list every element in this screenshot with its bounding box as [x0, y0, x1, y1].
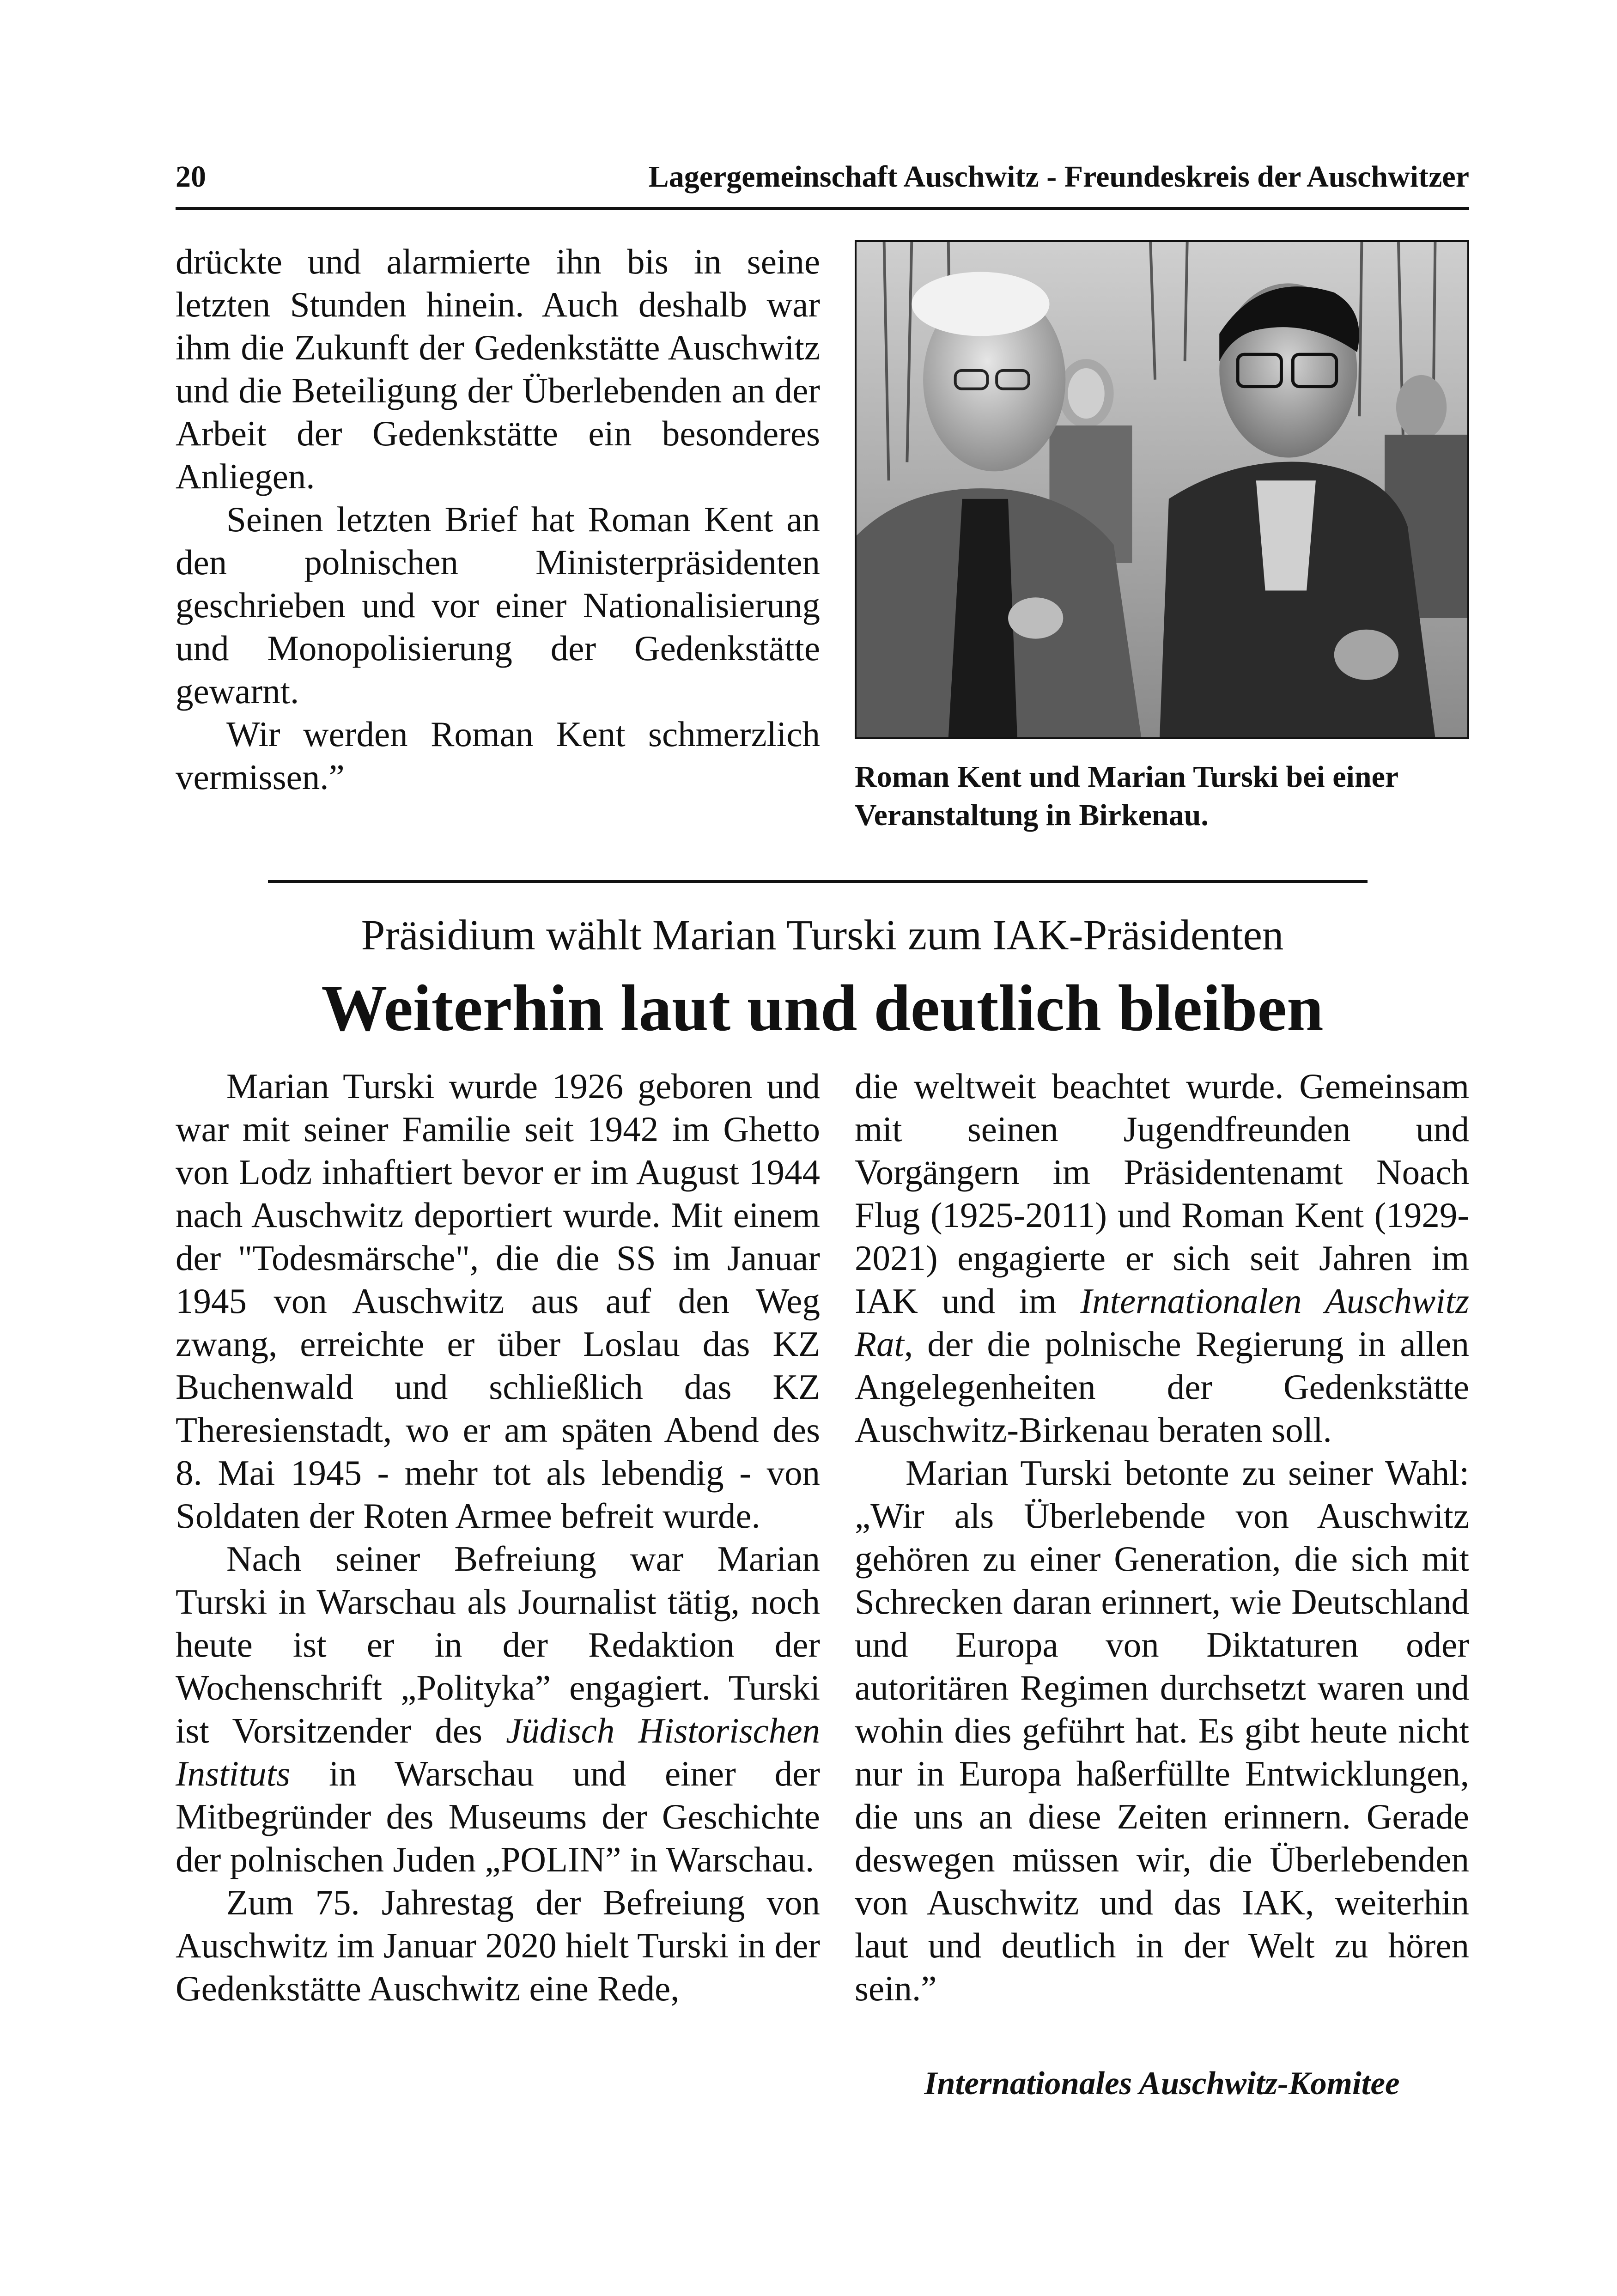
continued-article-column [176, 240, 820, 799]
institute-name: Jüdisch Historischen Instituts [176, 1711, 820, 1793]
paragraph: drückte und alarmierte ihn bis in seine letzten Stunden hinein. Auch deshalb war ihm die Zukunft der Gedenkstätte Auschwitz und die Beteiligung der Überlebenden an der Arbeit der Gedenkstätte ein besonderes Anliegen. [176, 242, 820, 496]
paragraph-text: in Warschau und einer der Mitbegründer des Museums der Geschichte der polnischen Juden „POLIN” in Warschau. [176, 1754, 820, 1879]
paragraph-text: , der die polnische Regierung in allen Angelegenheiten der Gedenkstätte Auschwitz-Birkenau beraten soll. [855, 1324, 1469, 1450]
paragraph [855, 1065, 1469, 1452]
header-rule [176, 207, 1469, 210]
article-column-left [176, 1065, 820, 2010]
paragraph: Zum 75. Jahrestag der Befreiung von Auschwitz im Januar 2020 hielt Turski in der Gedenkstätte Auschwitz eine Rede, [176, 1883, 820, 2008]
page-number: 20 [176, 160, 206, 194]
photo-roman-kent-marian-turski [855, 240, 1469, 739]
article-column-right [855, 1065, 1469, 2010]
running-title: Lagergemeinschaft Auschwitz - Freundeskreis der Auschwitzer [648, 160, 1469, 194]
photo-illustration [857, 242, 1467, 737]
section-divider [268, 880, 1368, 883]
paragraph [176, 1537, 820, 1881]
article-headline: Weiterhin laut und deutlich bleiben [321, 972, 1324, 1045]
article-kicker: Präsidium wählt Marian Turski zum IAK-Präsidenten [361, 911, 1284, 959]
paragraph-text: die weltweit beachtet wurde. Gemeinsam mit seinen Jugendfreunden und Vorgängern im Präsidentenamt Noach Flug (1925-2011) und Roman Kent (1929-2021) engagierte er sich seit Jahren im IAK und im [855, 1066, 1469, 1321]
paragraph: Wir werden Roman Kent schmerzlich vermissen.” [176, 714, 820, 797]
council-name: Internationalen Auschwitz Rat [855, 1281, 1469, 1364]
paragraph: Marian Turski betonte zu seiner Wahl: „Wir als Überlebende von Auschwitz gehören zu einer Generation, die sich mit Schrecken daran erinnert, wie Deutschland und Europa von Diktaturen oder autoritären Regimen durchsetzt waren und wohin dies geführt hat. Es gibt heute nicht nur in Europa haßerfüllte Entwicklungen, die uns an diese Zeiten erinnern. Gerade deswegen müssen wir, die Überlebenden von Auschwitz und das IAK, weiterhin laut und deutlich in der Welt zu hören sein.” [855, 1453, 1469, 2008]
article-signature: Internationales Auschwitz-Komitee [924, 2065, 1400, 2102]
paragraph: Marian Turski wurde 1926 geboren und war mit seiner Familie seit 1942 im Ghetto von Lodz inhaftiert bevor er im August 1944 nach Auschwitz deportiert wurde. Mit einem der "Todesmärsche", die die SS im Januar 1945 von Auschwitz aus auf den Weg zwang, erreichte er über Loslau das KZ Buchenwald und schließlich das KZ Theresienstadt, wo er am späten Abend des 8. Mai 1945 - mehr tot als lebendig - von Soldaten der Roten Armee befreit wurde. [176, 1066, 820, 1536]
photo-caption: Roman Kent und Marian Turski bei einer Veranstaltung in Birkenau. [855, 760, 1398, 832]
paragraph: Seinen letzten Brief hat Roman Kent an den polnischen Ministerpräsidenten geschrieben und vor einer Nationalisierung und Monopolisierung der Gedenkstätte gewarnt. [176, 499, 820, 711]
paragraph-text: Nach seiner Befreiung war Marian Turski in Warschau als Journalist tätig, noch heute ist er in der Redaktion der Wochenschrift „Polityka” engagiert. Turski ist Vorsitzender des [176, 1539, 820, 1750]
